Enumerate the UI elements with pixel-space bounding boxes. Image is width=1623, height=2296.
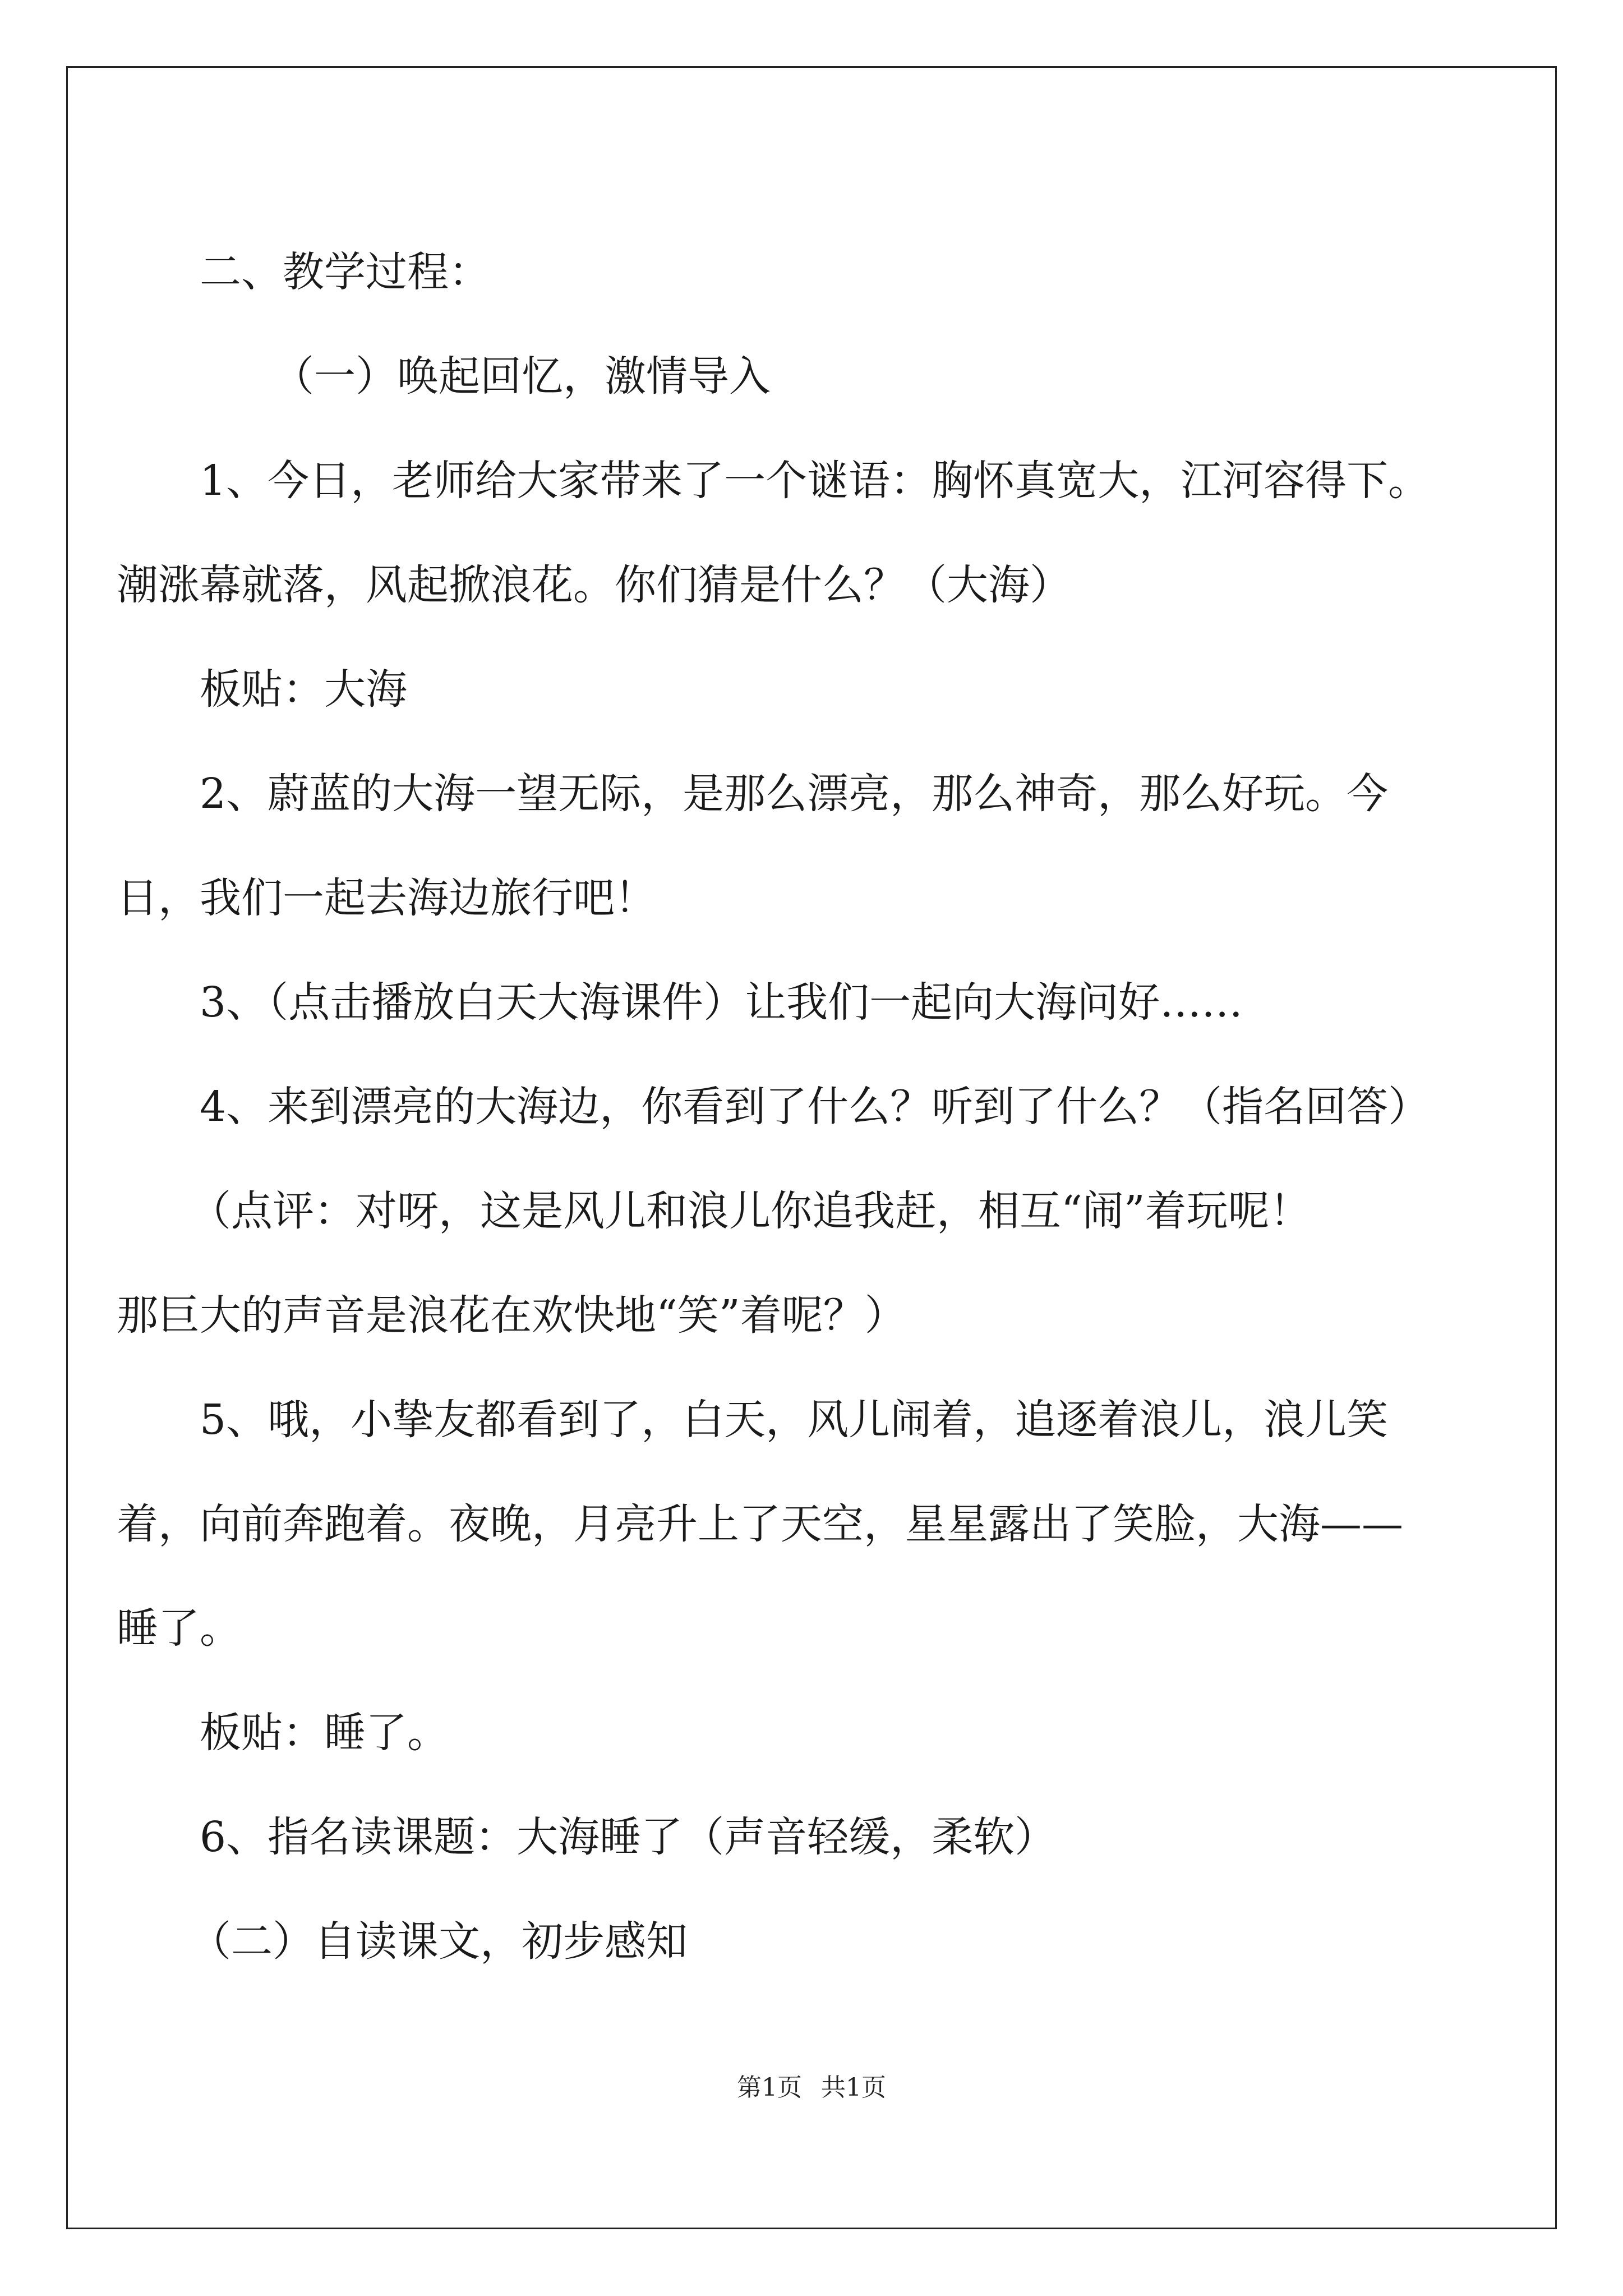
document-body bbox=[117, 220, 1478, 1994]
paragraph-line: 着，向前奔跑着。夜晚，月亮升上了天空，星星露出了笑脸，大海—— bbox=[117, 1500, 1403, 1548]
paragraph-line: 日，我们一起去海边旅行吧！ bbox=[117, 874, 656, 922]
paragraph-line: 3、（点击播放白天大海课件）让我们一起向大海问好…… bbox=[200, 978, 1243, 1027]
paragraph-line: 2、蔚蓝的大海一望无际，是那么漂亮，那么神奇，那么好玩。今 bbox=[200, 770, 1389, 818]
page-number: 第1页 bbox=[737, 2073, 802, 2102]
paragraph-line: 4、来到漂亮的大海边，你看到了什么？听到了什么？（指名回答） bbox=[200, 1083, 1430, 1131]
paragraph-line: 板贴：睡了。 bbox=[200, 1709, 449, 1757]
paragraph-line: （点评：对呀，这是风儿和浪儿你追我赶，相互“闹”着玩呢！ bbox=[190, 1187, 1311, 1235]
subsection-heading: （二）自读课文，初步感知 bbox=[190, 1917, 688, 1966]
paragraph-line: 板贴：大海 bbox=[200, 665, 407, 714]
paragraph-line: 那巨大的声音是浪花在欢快地“笑”着呢？） bbox=[117, 1291, 906, 1340]
subsection-heading: （一）唤起回忆，激情导入 bbox=[273, 352, 771, 401]
paragraph-line: 5、哦，小挚友都看到了，白天，风儿闹着，追逐着浪儿，浪儿笑 bbox=[200, 1396, 1389, 1444]
paragraph-line: 潮涨幕就落，风起掀浪花。你们猜是什么？（大海） bbox=[117, 561, 1071, 609]
paragraph-line: 睡了。 bbox=[117, 1604, 241, 1653]
page-footer bbox=[0, 2071, 1623, 2105]
section-heading: 二、教学过程： bbox=[200, 248, 490, 296]
page-total: 共1页 bbox=[821, 2073, 886, 2102]
paragraph-line: 6、指名读课题：大海睡了（声音轻缓，柔软） bbox=[200, 1813, 1057, 1861]
paragraph-line: 1、今日，老师给大家带来了一个谜语：胸怀真宽大，江河容得下。 bbox=[200, 457, 1430, 505]
